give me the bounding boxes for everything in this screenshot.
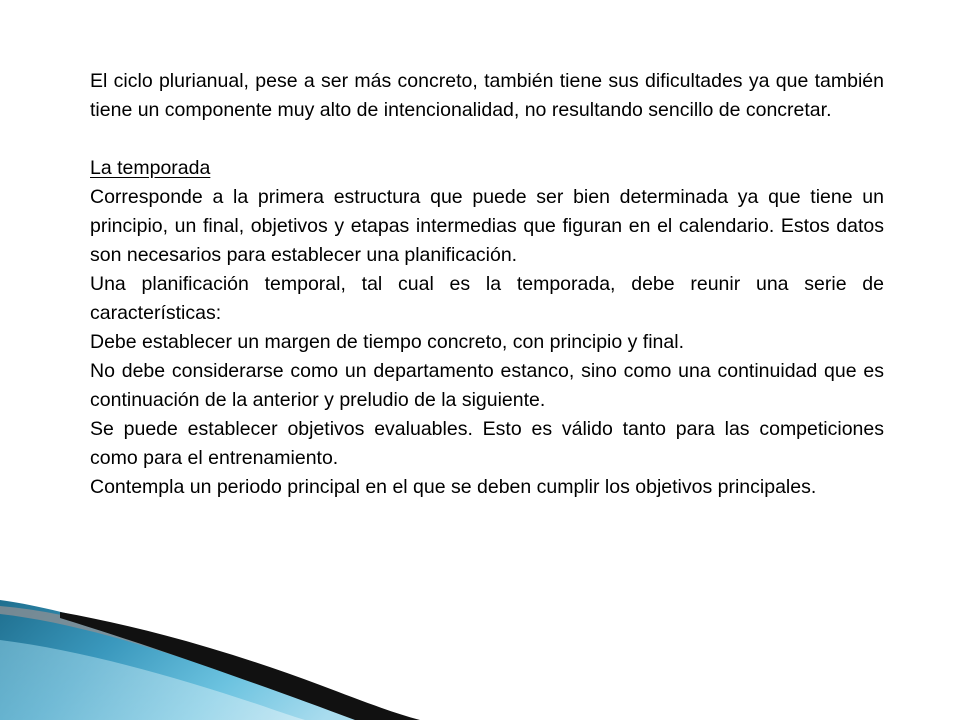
paragraph-6: Contempla un periodo principal en el que se deben cumplir los objetivos principales.: [90, 476, 817, 498]
body-text: [90, 67, 884, 502]
wave-black-shape: [60, 612, 420, 720]
intro-paragraph: El ciclo plurianual, pese a ser más concreto, también tiene sus dificultades ya que también tiene un componente muy alto de intencionalidad, no resultando sencillo de concretar.: [90, 70, 884, 121]
paragraph-1: Corresponde a la primera estructura que puede ser bien determinada ya que tiene un principio, un final, objetivos y etapas intermedias que figuran en el calendario. Estos datos son necesarios para establecer una planificación.: [90, 186, 884, 266]
wave-grey-shape: [0, 606, 390, 720]
paragraph-2: Una planificación temporal, tal cual es la temporada, debe reunir una serie de características:: [90, 273, 884, 324]
paragraph-4: No debe considerarse como un departamento estanco, sino como una continuidad que es continuación de la anterior y preludio de la siguiente.: [90, 360, 884, 411]
wave-blue-shape: [0, 600, 410, 720]
section-heading: La temporada: [90, 157, 211, 179]
paragraph-3: Debe establecer un margen de tiempo concreto, con principio y final.: [90, 331, 684, 353]
wave-light-shape: [0, 640, 305, 720]
paragraph-spacer: [90, 125, 884, 154]
paragraph-5: Se puede establecer objetivos evaluables. Esto es válido tanto para las competiciones como para el entrenamiento.: [90, 418, 884, 469]
